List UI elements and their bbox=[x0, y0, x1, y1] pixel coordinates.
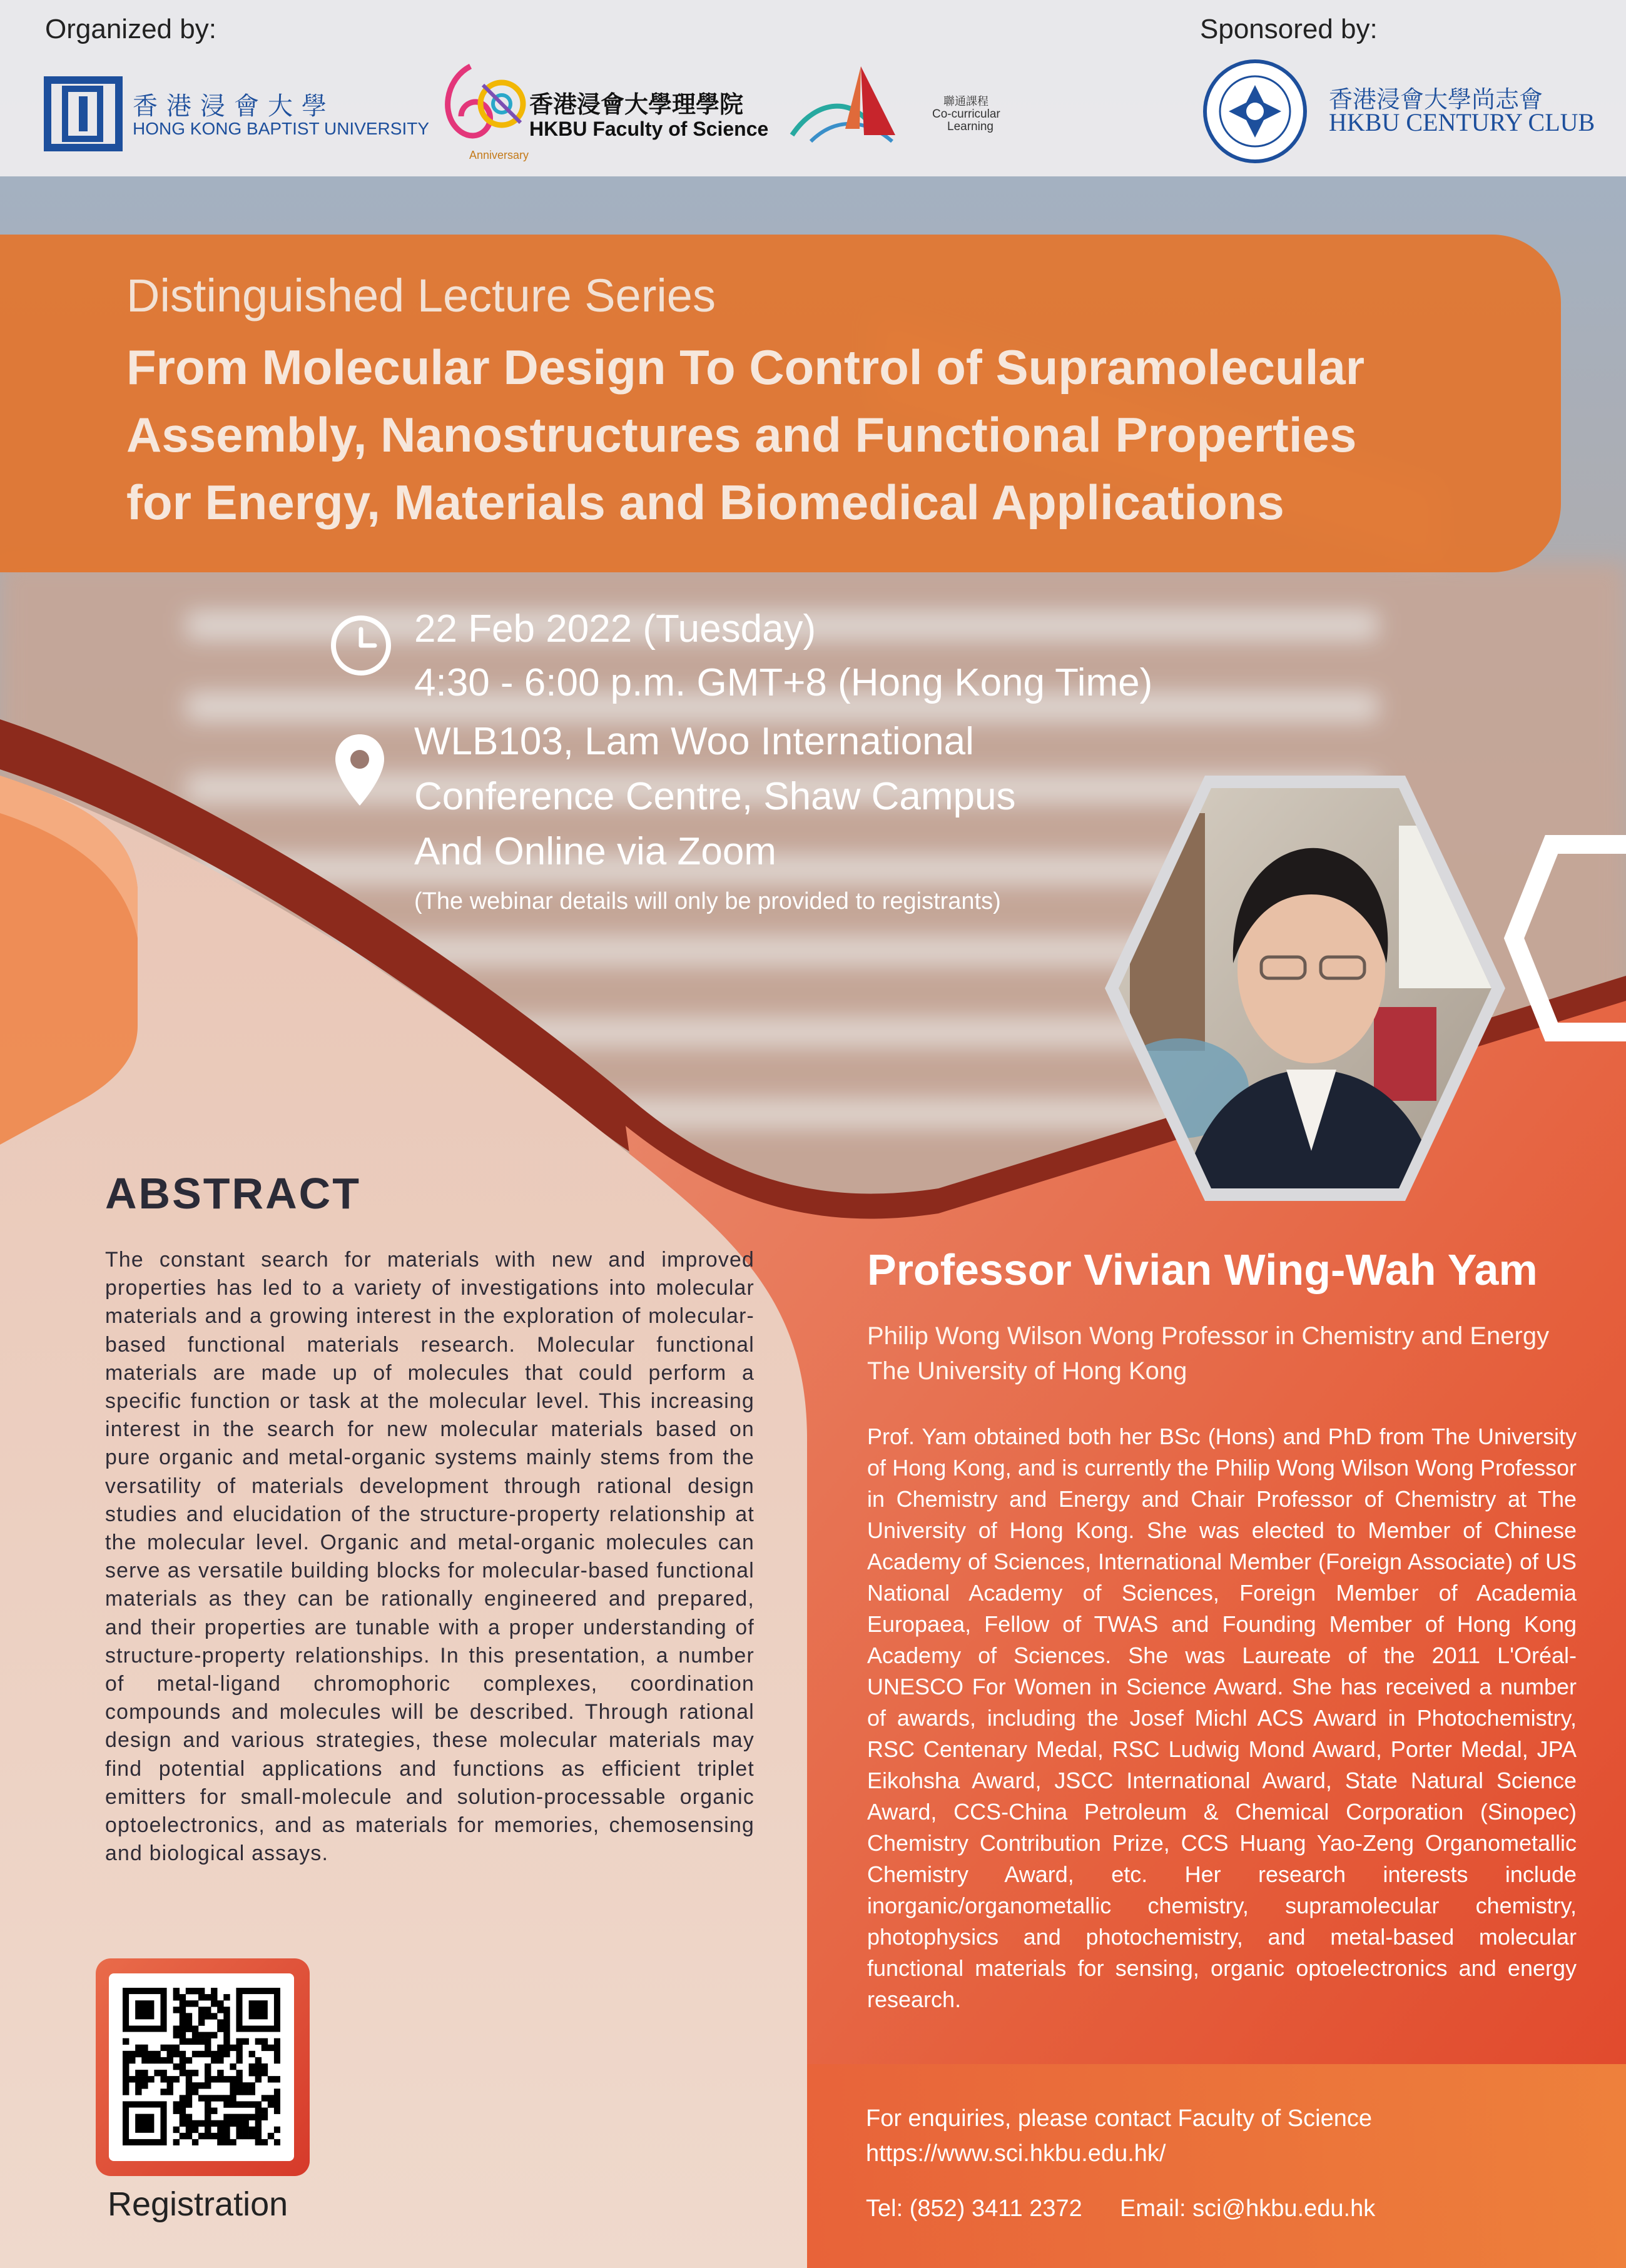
registration-qr-code[interactable] bbox=[123, 1988, 280, 2145]
enquiry-text: For enquiries, please contact Faculty of Science bbox=[866, 2105, 1372, 2132]
sponsored-by-label: Sponsored by: bbox=[1200, 14, 1378, 44]
science-name-en: HKBU Faculty of Science bbox=[529, 118, 769, 140]
century-club-seal bbox=[1201, 58, 1309, 165]
contact-email[interactable]: Email: sci@hkbu.edu.hk bbox=[1120, 2195, 1376, 2222]
hkbu-name-en: HONG KONG BAPTIST UNIVERSITY bbox=[133, 119, 430, 138]
science-name-cn: 香港浸會大學理學院 bbox=[529, 91, 744, 118]
lecture-title-line: Assembly, Nanostructures and Functional Properties bbox=[126, 407, 1357, 462]
speaker-affiliation: The University of Hong Kong bbox=[867, 1357, 1187, 1385]
speaker-name: Professor Vivian Wing-Wah Yam bbox=[867, 1245, 1538, 1294]
speaker-bio: Prof. Yam obtained both her BSc (Hons) and PhD from The University of Hong Kong, and is currently the Philip Wong Wilson Wong Professor in Chemistry and Energy and Chair Professor of Chemistry at The University of Hong Kong. She was elected to Member of Chinese Academy of Sciences, International Member (Foreign Associate) of US National Academy of Sciences, Foreign Member of Academia Europaea, Fellow of TWAS and Founding Member of Hong Kong Academy of Sciences. She was Laureate of the 2011 L'Oréal-UNESCO For Women in Science Award. She has received a number of awards, including the Josef Michl ACS Award in Photochemistry, RSC Centenary Medal, RSC Ludwig Mond Award, Porter Medal, JPA Eikohsha Award, JSCC International Award, State Natural Science Award, CCS-China Petroleum & Chemical Corporation (Sinopec) Chemistry Contribution Prize, CCS Huang Yao-Zeng Organometallic Chemistry Award, etc. Her research interests include inorganic/organometallic chemistry, supramolecular chemistry, photophysics and photochemistry, and metal-based molecular functional materials for sensing, organic optoelectronics and energy research. bbox=[867, 1424, 1577, 2012]
faculty-url-link[interactable]: https://www.sci.hkbu.edu.hk/ bbox=[866, 2140, 1166, 2167]
organized-by-label: Organized by: bbox=[45, 14, 216, 44]
speaker-photo bbox=[1105, 776, 1505, 1213]
abstract-text: The constant search for materials with new and improved properties has led to a variety of investigations into molecular materials and a growing interest in the exploration of molecular-based functional materials research. Molecular functional materials are made up of molecules that could perform a specific function or task at the molecular level. This increasing interest in the search for new molecular materials based on pure organic and metal-organic systems mainly stems from the versatility of materials development through rational design studies and elucidation of the structure-property relationship at the molecular level. Organic and metal-organic molecules can serve as versatile building blocks for molecular-based functional materials as they can be rationally engineered and prepared, and their properties are tunable with a proper understanding of structure-property relationships. In this presentation, a number of metal-ligand chromophoric complexes, coordination compounds and molecules will be described. Through rational design and various strategies, these molecular materials may find potential applications and functions as efficient triplet emitters for small-molecule and solution-processable organic optoelectronics, and as materials for memories, chemosensing and biological assays. bbox=[105, 1248, 755, 1866]
location-pin-icon bbox=[332, 732, 388, 809]
hkbu-name-cn: 香港浸會大學 bbox=[133, 92, 335, 121]
science-60th-logo bbox=[427, 60, 533, 154]
venue-line: WLB103, Lam Woo International bbox=[414, 720, 974, 763]
series-title: Distinguished Lecture Series bbox=[126, 270, 716, 321]
lecture-title-line: From Molecular Design To Control of Supramolecular bbox=[126, 340, 1365, 395]
abstract-heading: ABSTRACT bbox=[105, 1169, 361, 1218]
event-date: 22 Feb 2022 (Tuesday) bbox=[414, 607, 816, 651]
anniversary-text: Anniversary bbox=[469, 149, 529, 161]
event-time: 4:30 - 6:00 p.m. GMT+8 (Hong Kong Time) bbox=[414, 661, 1153, 704]
contact-tel: Tel: (852) 3411 2372 bbox=[866, 2195, 1082, 2222]
webinar-note: (The webinar details will only be provided to registrants) bbox=[414, 888, 1001, 914]
cocurricular-cn: 聯通課程 bbox=[943, 95, 988, 108]
speaker-position: Philip Wong Wilson Wong Professor in Chemistry and Energy bbox=[867, 1322, 1550, 1350]
hkbu-logo bbox=[44, 74, 123, 153]
lecture-title-line: for Energy, Materials and Biomedical Applications bbox=[126, 475, 1284, 530]
registration-label: Registration bbox=[108, 2185, 288, 2223]
century-club-cn: 香港浸會大學尚志會 bbox=[1329, 86, 1543, 113]
cocurricular-en-1: Co-curricular bbox=[932, 108, 1000, 121]
venue-line: And Online via Zoom bbox=[414, 830, 776, 873]
clock-icon bbox=[328, 613, 394, 678]
century-club-en: HKBU CENTURY CLUB bbox=[1329, 108, 1595, 136]
cocurricular-logo bbox=[786, 60, 936, 154]
cocurricular-en-2: Learning bbox=[947, 120, 993, 133]
venue-line: Conference Centre, Shaw Campus bbox=[414, 775, 1016, 818]
